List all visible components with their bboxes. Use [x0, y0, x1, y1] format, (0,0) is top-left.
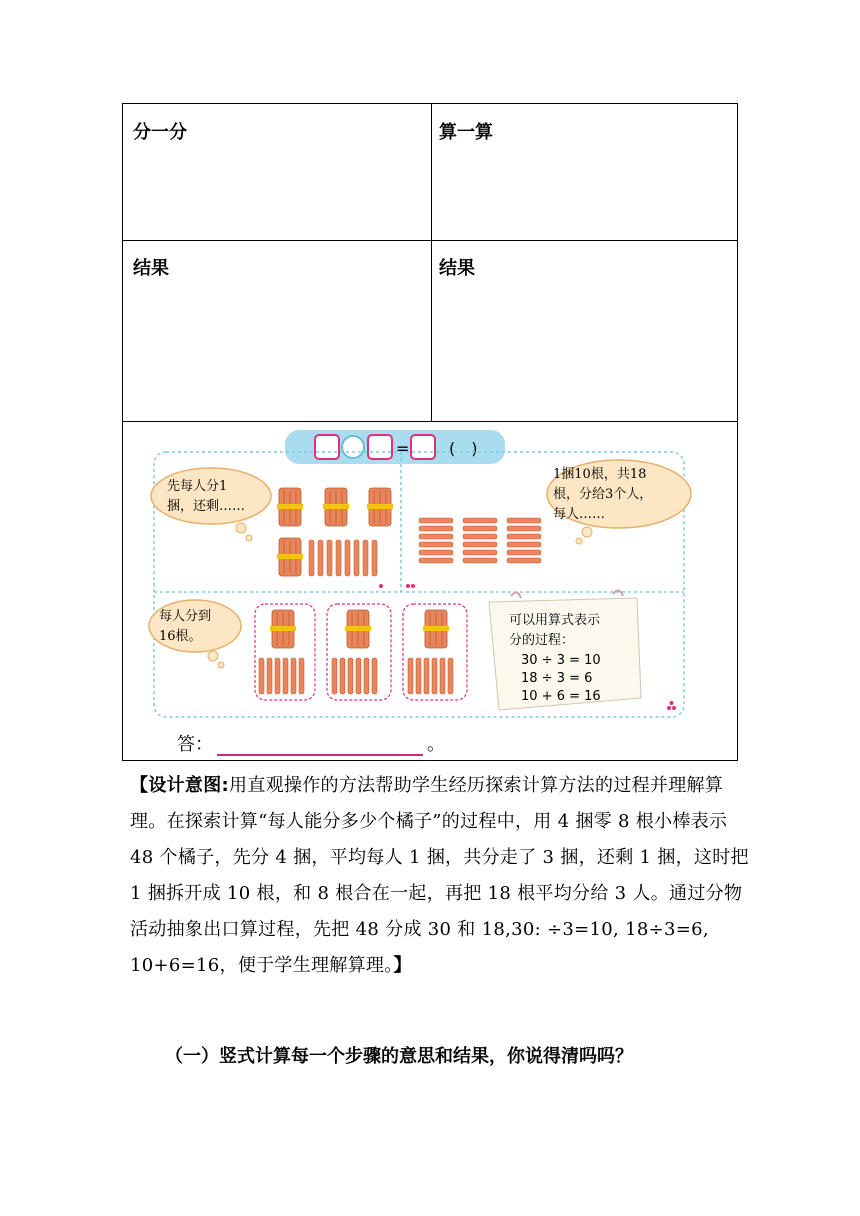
design-intent-title: 设计意图:	[148, 775, 230, 796]
textbook-illustration	[129, 424, 733, 758]
blank-box	[315, 435, 339, 459]
bubble1-line2: 捆，还剩……	[167, 499, 246, 514]
blank-box	[368, 435, 392, 459]
section-question: （一）竖式计算每一个步骤的意思和结果，你说得清吗吗？	[165, 1046, 633, 1067]
speech-bubble	[149, 600, 241, 652]
blank-box	[411, 435, 435, 459]
cell-calc-label: 算一算	[439, 122, 493, 143]
answer-blank[interactable]	[217, 736, 423, 756]
bracket-close: 】	[393, 955, 412, 976]
answer-end: 。	[427, 734, 445, 755]
table-divider	[431, 104, 432, 421]
table-divider	[123, 421, 737, 422]
note-title-line1: 可以用算式表示	[509, 613, 601, 628]
bracket-open: 【	[130, 775, 149, 796]
design-intent-paragraph	[130, 768, 750, 984]
note-eq3: 10 + 6 = 16	[521, 689, 601, 704]
equals-sign: =	[396, 439, 410, 458]
bubble3-line1: 每人分到	[159, 609, 212, 624]
design-intent-body: 用直观操作的方法帮助学生经历探索计算方法的过程并理解算理。在探索计算“每人能分多少个橘子”的过程中，用 4 捆零 8 根小棒表示 48 个橘子，先分 4 捆，平均每人 1 捆，共分走了 3 捆，还剩 1 捆，这时把 1 捆拆开成 10 根，和 8 根合在一起，再把 18 根平均分给 3 人。通过分物活动抽象出口算过程，先把 48 分成 30 和 18,30: ÷3=10, 18÷3=6, 10+6=16，便于学生理解算理。	[130, 775, 749, 976]
bubble3-line2: 16根。	[159, 629, 202, 644]
speech-bubble	[151, 468, 271, 524]
table-divider	[123, 240, 737, 241]
worksheet-table	[122, 103, 738, 761]
bubble2-line2: 根，分给3个人，	[553, 487, 653, 502]
cell-result-label-left: 结果	[133, 258, 169, 279]
cell-divide-label: 分一分	[133, 122, 187, 143]
bubble1-line1: 先每人分1	[167, 479, 228, 494]
note-eq2: 18 ÷ 3 = 6	[521, 671, 593, 686]
answer-label: 答：	[177, 734, 213, 755]
unit-paren: ( )	[449, 439, 478, 458]
note-eq1: 30 ÷ 3 = 10	[521, 653, 601, 668]
note-title-line2: 分的过程：	[509, 633, 575, 648]
bubble2-line3: 每人……	[553, 507, 606, 522]
bubble2-line1: 1捆10根，共18	[553, 467, 647, 482]
answer-row	[177, 730, 445, 756]
blank-circle	[342, 436, 364, 458]
cell-result-label-right: 结果	[439, 258, 475, 279]
